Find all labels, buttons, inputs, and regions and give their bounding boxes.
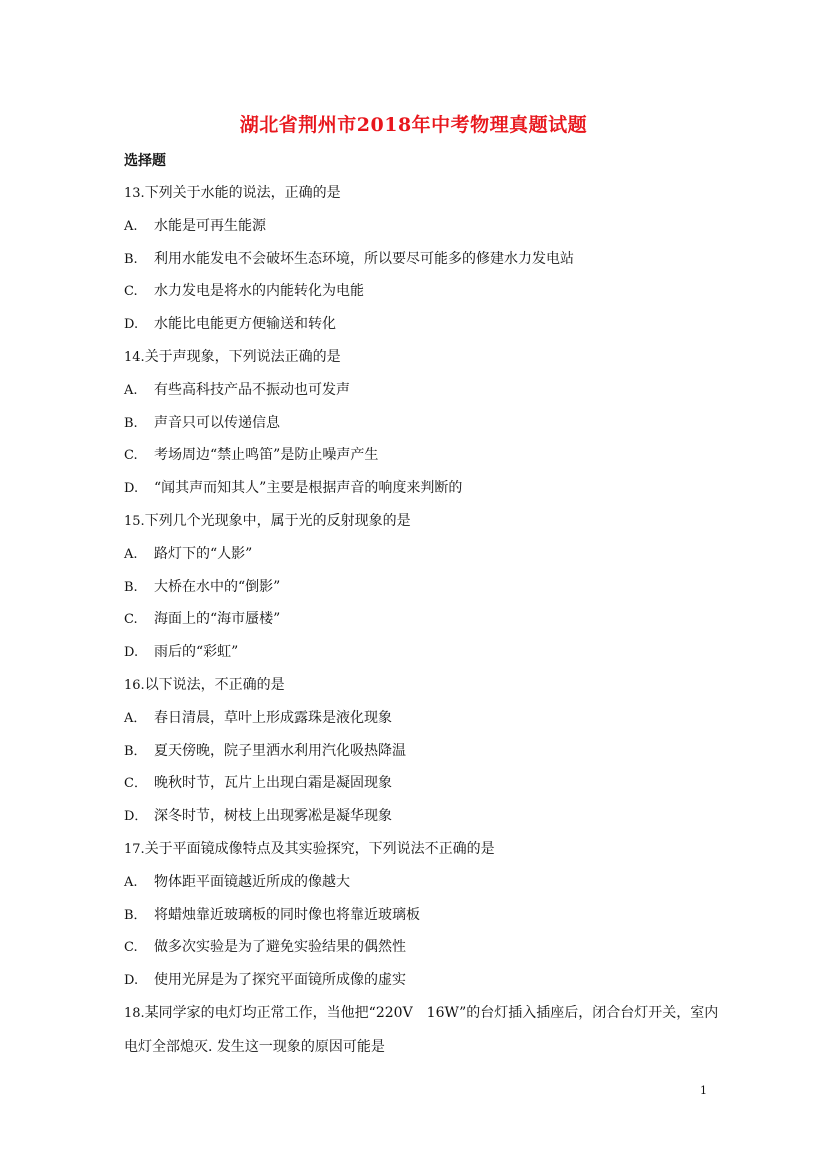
option-item	[124, 246, 724, 279]
option-item	[124, 442, 724, 475]
option-letter: C.	[124, 448, 138, 464]
option-letter: A．	[124, 710, 147, 726]
option-text: 考场周边“禁止鸣笛”是防止噪声产生	[154, 447, 379, 464]
option-letter: D.	[124, 645, 139, 661]
option-item	[124, 278, 724, 311]
option-item	[124, 213, 724, 246]
option-item	[124, 606, 724, 639]
option-letter: D.	[124, 973, 139, 989]
option-letter: C.	[124, 940, 138, 956]
option-item	[124, 869, 724, 902]
question-text: 以下说法，不正确的是	[144, 676, 285, 693]
option-letter: A.	[124, 546, 138, 562]
question-number: 16.	[124, 677, 145, 693]
option-letter: C.	[124, 612, 138, 628]
option-item	[124, 639, 724, 672]
question-number: 15.	[124, 513, 145, 529]
page-number: 1	[700, 1084, 707, 1097]
question-18	[124, 997, 724, 1064]
option-letter: B.	[124, 579, 138, 595]
option-letter: B．	[124, 743, 147, 759]
option-letter: A.	[124, 218, 138, 234]
question-17	[124, 836, 724, 869]
page-title: 湖北省荆州市2018年中考物理真题试题	[239, 114, 588, 136]
option-text: 雨后的“彩虹”	[154, 644, 239, 661]
option-item	[124, 574, 724, 607]
option-text: 做多次实验是为了避免实验结果的偶然性	[154, 939, 406, 956]
option-item	[124, 934, 724, 967]
question-text: 关于声现象，下列说法正确的是	[144, 348, 341, 365]
option-text: “闻其声而知其人”主要是根据声音的响度来判断的	[154, 480, 463, 497]
question-text: 下列关于水能的说法，正确的是	[144, 185, 341, 201]
option-item	[124, 377, 724, 410]
option-item	[124, 410, 724, 443]
option-letter: A.	[124, 874, 138, 890]
option-item	[124, 705, 724, 738]
option-text: 路灯下的“人影”	[154, 545, 253, 562]
option-letter: B.	[124, 415, 138, 431]
question-number: 14.	[124, 349, 145, 365]
option-text: 水力发电是将水的内能转化为电能	[154, 283, 364, 300]
option-text: 利用水能发电不会破坏生态环境，所以要尽可能多的修建水力发电站	[154, 250, 574, 267]
option-letter: C．	[124, 776, 147, 792]
option-text: 大桥在水中的“倒影”	[154, 578, 281, 595]
option-text: 春日清晨，草叶上形成露珠是液化现象	[154, 709, 392, 726]
option-text: 将蜡烛靠近玻璃板的同时像也将靠近玻璃板	[154, 906, 420, 923]
option-text: 深冬时节，树枝上出现雾凇是凝华现象	[154, 808, 392, 825]
option-text: 夏天傍晚，院子里洒水利用汽化吸热降温	[154, 742, 406, 759]
question-16	[124, 672, 724, 705]
option-text: 有些高科技产品不振动也可发声	[154, 381, 350, 398]
question-13	[124, 180, 724, 213]
option-item	[124, 967, 724, 1000]
question-text: 关于平面镜成像特点及其实验探究，下列说法不正确的是	[144, 840, 495, 857]
option-letter: C.	[124, 284, 138, 300]
question-number: 17.	[124, 841, 145, 857]
section-heading: 选择题	[124, 153, 166, 169]
option-letter: D．	[124, 809, 148, 825]
option-text: 声音只可以传递信息	[154, 414, 280, 431]
question-number: 13.	[124, 186, 145, 201]
option-letter: B.	[124, 251, 138, 267]
option-item	[124, 311, 724, 344]
question-15	[124, 508, 724, 541]
option-item	[124, 475, 724, 508]
option-item	[124, 803, 724, 836]
option-item	[124, 541, 724, 574]
option-text: 晚秋时节，瓦片上出现白霜是凝固现象	[154, 775, 392, 792]
option-letter: D.	[124, 317, 139, 333]
option-item	[124, 738, 724, 771]
question-text: 某同学家的电灯均正常工作，当他把“220V 16W”的台灯插入插座后，闭合台灯开关，室内电灯全部熄灭. 发生这一现象的原因可能是	[124, 1004, 719, 1055]
question-number: 18.	[124, 1005, 145, 1021]
option-item	[124, 770, 724, 803]
option-text: 物体距平面镜越近所成的像越大	[154, 873, 350, 890]
option-letter: A.	[124, 382, 138, 398]
question-14	[124, 344, 724, 377]
option-letter: B．	[124, 907, 147, 923]
option-letter: D.	[124, 481, 139, 497]
option-text: 使用光屏是为了探究平面镜所成像的虚实	[154, 972, 406, 989]
option-item	[124, 902, 724, 935]
question-list	[124, 180, 724, 1064]
option-text: 水能是可再生能源	[154, 217, 266, 234]
question-text: 下列几个光现象中，属于光的反射现象的是	[144, 512, 411, 529]
option-text: 海面上的“海市蜃楼”	[154, 611, 281, 628]
option-text: 水能比电能更方便输送和转化	[154, 316, 336, 333]
